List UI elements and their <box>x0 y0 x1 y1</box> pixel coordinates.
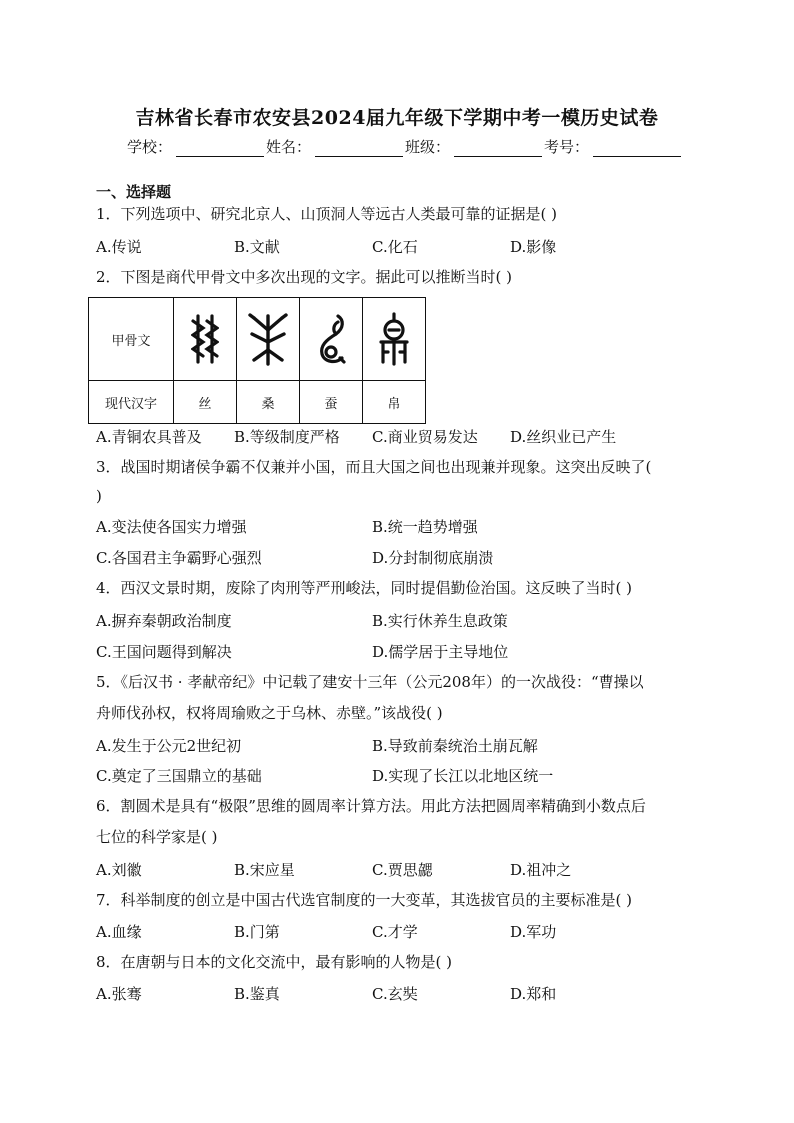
question-3-stem-cont: ) <box>96 487 102 505</box>
q2-option-c: C.商业贸易发达 <box>372 428 478 446</box>
question-2-stem: 2．下图是商代甲骨文中多次出现的文字。据此可以推断当时( ) <box>96 268 513 286</box>
q3-option-a: A.变法使各国实力增强 <box>96 518 247 536</box>
q5-option-c: C.奠定了三国鼎立的基础 <box>96 767 262 785</box>
oracle-bo-glyph-icon <box>376 312 412 366</box>
oracle-glyph-si <box>174 298 237 381</box>
oracle-glyph-sang <box>237 298 300 381</box>
q4-option-b: B.实行休养生息政策 <box>372 612 508 630</box>
question-7-stem: 7．科举制度的创立是中国古代选官制度的一大变革，其选拔官员的主要标准是( ) <box>96 891 633 909</box>
q6-option-d: D.祖冲之 <box>510 861 572 879</box>
q5-option-d: D.实现了长江以北地区统一 <box>372 767 554 785</box>
question-1-stem: 1．下列选项中、研究北京人、山顶洞人等远古人类最可靠的证据是( ) <box>96 205 558 223</box>
oracle-bone-table <box>88 297 426 424</box>
oracle-label-cell: 甲骨文 <box>89 298 174 381</box>
class-label: 班级： <box>405 138 451 156</box>
oracle-sang-glyph-icon <box>246 312 290 366</box>
q8-option-c: C.玄奘 <box>372 985 418 1003</box>
q8-option-b: B.鉴真 <box>234 985 280 1003</box>
school-label: 学校： <box>127 138 173 156</box>
q4-option-a: A.摒弃秦朝政治制度 <box>96 612 232 630</box>
question-6-stem: 6．割圆术是具有“极限”思维的圆周率计算方法。用此方法把圆周率精确到小数点后 <box>96 797 646 815</box>
q7-option-a: A.血缘 <box>96 923 142 941</box>
q7-option-d: D.军功 <box>510 923 557 941</box>
school-blank[interactable] <box>176 142 264 157</box>
q3-option-d: D.分封制彻底崩溃 <box>372 549 494 567</box>
oracle-si-glyph-icon <box>191 313 219 365</box>
question-8-stem: 8．在唐朝与日本的文化交流中，最有影响的人物是( ) <box>96 953 453 971</box>
q8-option-a: A.张骞 <box>96 985 142 1003</box>
q1-option-a: A.传说 <box>96 238 142 256</box>
q2-option-b: B.等级制度严格 <box>234 428 340 446</box>
exam-number-blank[interactable] <box>593 142 681 157</box>
q3-option-c: C.各国君主争霸野心强烈 <box>96 549 262 567</box>
q7-option-b: B.门第 <box>234 923 280 941</box>
modern-char-si: 丝 <box>174 381 237 424</box>
q5-option-b: B.导致前秦统治土崩瓦解 <box>372 737 538 755</box>
modern-char-can: 蚕 <box>300 381 363 424</box>
question-6-stem-cont: 七位的科学家是( ) <box>96 828 218 846</box>
q1-option-c: C.化石 <box>372 238 418 256</box>
q1-option-b: B.文献 <box>234 238 280 256</box>
q6-option-c: C.贾思勰 <box>372 861 433 879</box>
q2-option-d: D.丝织业已产生 <box>510 428 617 446</box>
modern-char-sang: 桑 <box>237 381 300 424</box>
oracle-glyph-bo <box>363 298 426 381</box>
question-4-stem: 4．西汉文景时期，废除了肉刑等严刑峻法，同时提倡勤俭治国。这反映了当时( ) <box>96 579 633 597</box>
q3-option-b: B.统一趋势增强 <box>372 518 478 536</box>
modern-char-bo: 帛 <box>363 381 426 424</box>
class-blank[interactable] <box>454 142 542 157</box>
q1-option-d: D.影像 <box>510 238 557 256</box>
name-label: 姓名： <box>266 138 312 156</box>
q8-option-d: D.郑和 <box>510 985 557 1003</box>
q2-option-a: A.青铜农具普及 <box>96 428 202 446</box>
exam-title: 吉林省长春市农安县2024届九年级下学期中考一模历史试卷 <box>135 107 659 129</box>
q7-option-c: C.才学 <box>372 923 418 941</box>
modern-label-cell: 现代汉字 <box>89 381 174 424</box>
q6-option-b: B.宋应星 <box>234 861 295 879</box>
name-blank[interactable] <box>315 142 403 157</box>
student-info-line <box>127 136 683 157</box>
section-title: 一、选择题 <box>96 183 172 201</box>
question-5-stem-cont: 舟师伐孙权，权将周瑜败之于乌林、赤壁。”该战役( ) <box>96 704 443 722</box>
q4-option-c: C.王国问题得到解决 <box>96 643 232 661</box>
question-3-stem: 3．战国时期诸侯争霸不仅兼并小国，而且大国之间也出现兼并现象。这突出反映了( <box>96 458 652 476</box>
q6-option-a: A.刘徽 <box>96 861 142 879</box>
q4-option-d: D.儒学居于主导地位 <box>372 643 509 661</box>
exam-number-label: 考号： <box>544 138 590 156</box>
q5-option-a: A.发生于公元2世纪初 <box>96 737 242 755</box>
oracle-can-glyph-icon <box>314 312 348 366</box>
oracle-glyph-can <box>300 298 363 381</box>
question-5-stem: 5．《后汉书 · 孝献帝纪》中记载了建安十三年（公元208年）的一次战役：“曹操以 <box>96 673 644 691</box>
